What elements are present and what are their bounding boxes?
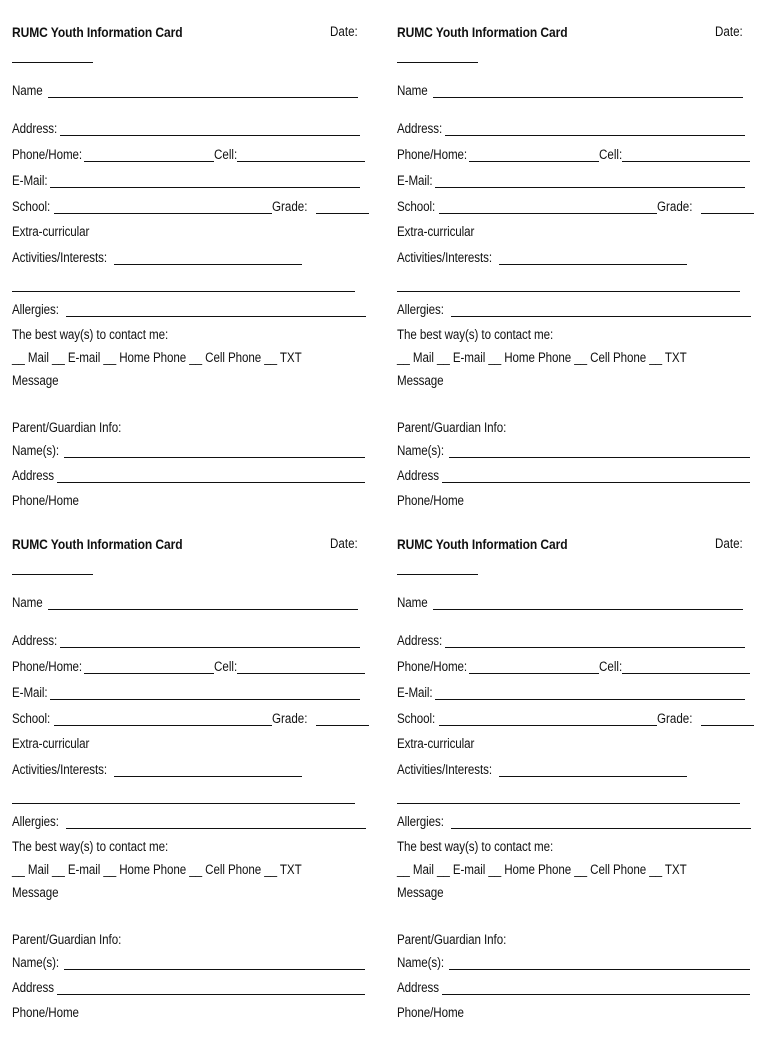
parent-names-label: Name(s): [397,443,445,458]
phone-home-label: Phone/Home: [397,659,468,674]
parent-phone-label: Phone/Home [12,1005,79,1020]
email-label: E-Mail: [397,173,433,188]
contact-options[interactable]: __ Mail __ E-mail __ Home Phone __ Cell Phone __ TXT [12,350,302,365]
phone-home-label: Phone/Home: [12,659,83,674]
address-label: Address: [12,121,58,136]
parent-phone-label: Phone/Home [397,493,464,508]
activities-field[interactable] [114,264,302,265]
name-label: Name [12,83,43,98]
contact-label: The best way(s) to contact me: [397,839,554,854]
allergies-label: Allergies: [397,302,444,317]
date-field[interactable] [12,62,93,63]
card-title: RUMC Youth Information Card [12,536,183,552]
email-field[interactable] [435,699,745,700]
grade-label: Grade: [272,711,308,726]
info-card [12,534,372,1042]
school-field[interactable] [54,725,272,726]
parent-address-label: Address [12,468,54,483]
parent-names-label: Name(s): [12,955,60,970]
allergies-field[interactable] [451,828,751,829]
address-field[interactable] [445,647,745,648]
address-field[interactable] [445,135,745,136]
extra-curricular-label: Extra-curricular [12,224,90,239]
email-label: E-Mail: [397,685,433,700]
school-field[interactable] [54,213,272,214]
allergies-label: Allergies: [397,814,444,829]
card-title: RUMC Youth Information Card [397,24,568,40]
activities-field[interactable] [499,776,687,777]
parent-phone-label: Phone/Home [397,1005,464,1020]
phone-home-label: Phone/Home: [12,147,83,162]
activities-label: Activities/Interests: [397,250,492,265]
phone-home-field[interactable] [469,673,599,674]
date-label: Date: [715,24,743,39]
email-field[interactable] [50,699,360,700]
date-label: Date: [330,24,358,39]
parent-address-label: Address [397,980,439,995]
name-label: Name [12,595,43,610]
cell-field[interactable] [622,161,750,162]
extra-curricular-label: Extra-curricular [397,736,475,751]
parent-info-label: Parent/Guardian Info: [397,420,507,435]
parent-info-label: Parent/Guardian Info: [12,420,122,435]
parent-address-field[interactable] [57,994,365,995]
message-label: Message [397,373,444,388]
allergies-field[interactable] [66,316,366,317]
cell-field[interactable] [237,673,365,674]
email-field[interactable] [435,187,745,188]
address-label: Address: [397,633,443,648]
school-label: School: [397,199,436,214]
activities-field-continued[interactable] [12,291,355,292]
date-label: Date: [715,536,743,551]
name-field[interactable] [433,609,743,610]
card-title: RUMC Youth Information Card [397,536,568,552]
allergies-label: Allergies: [12,814,59,829]
name-label: Name [397,595,428,610]
activities-field[interactable] [114,776,302,777]
activities-label: Activities/Interests: [12,250,107,265]
cell-label: Cell: [599,147,623,162]
email-label: E-Mail: [12,685,48,700]
contact-options[interactable]: __ Mail __ E-mail __ Home Phone __ Cell Phone __ TXT [397,862,687,877]
activities-field-continued[interactable] [12,803,355,804]
phone-home-label: Phone/Home: [397,147,468,162]
parent-names-field[interactable] [64,969,365,970]
extra-curricular-label: Extra-curricular [12,736,90,751]
allergies-label: Allergies: [12,302,59,317]
parent-names-field[interactable] [449,969,750,970]
parent-names-label: Name(s): [397,955,445,970]
cell-field[interactable] [622,673,750,674]
info-card [397,22,757,530]
name-field[interactable] [48,609,358,610]
parent-names-field[interactable] [449,457,750,458]
activities-field-continued[interactable] [397,803,740,804]
activities-field-continued[interactable] [397,291,740,292]
activities-label: Activities/Interests: [397,762,492,777]
date-label: Date: [330,536,358,551]
email-label: E-Mail: [12,173,48,188]
phone-home-field[interactable] [469,161,599,162]
address-field[interactable] [60,647,360,648]
school-label: School: [12,199,51,214]
info-card [12,22,372,530]
parent-address-label: Address [12,980,54,995]
address-label: Address: [12,633,58,648]
date-field[interactable] [12,574,93,575]
activities-label: Activities/Interests: [12,762,107,777]
message-label: Message [12,885,59,900]
grade-field[interactable] [316,725,369,726]
parent-address-field[interactable] [442,482,750,483]
info-card [397,534,757,1042]
message-label: Message [12,373,59,388]
card-title: RUMC Youth Information Card [12,24,183,40]
address-label: Address: [397,121,443,136]
cell-label: Cell: [214,659,238,674]
cell-label: Cell: [599,659,623,674]
contact-options[interactable]: __ Mail __ E-mail __ Home Phone __ Cell Phone __ TXT [397,350,687,365]
email-field[interactable] [50,187,360,188]
school-field[interactable] [439,725,657,726]
grade-field[interactable] [701,725,754,726]
grade-label: Grade: [657,711,693,726]
parent-names-label: Name(s): [12,443,60,458]
message-label: Message [397,885,444,900]
contact-label: The best way(s) to contact me: [397,327,554,342]
date-field[interactable] [397,62,478,63]
parent-info-label: Parent/Guardian Info: [12,932,122,947]
parent-phone-label: Phone/Home [12,493,79,508]
name-label: Name [397,83,428,98]
activities-field[interactable] [499,264,687,265]
contact-options[interactable]: __ Mail __ E-mail __ Home Phone __ Cell Phone __ TXT [12,862,302,877]
extra-curricular-label: Extra-curricular [397,224,475,239]
grade-label: Grade: [657,199,693,214]
parent-address-field[interactable] [442,994,750,995]
grade-field[interactable] [316,213,369,214]
date-field[interactable] [397,574,478,575]
school-field[interactable] [439,213,657,214]
cell-field[interactable] [237,161,365,162]
cell-label: Cell: [214,147,238,162]
parent-info-label: Parent/Guardian Info: [397,932,507,947]
phone-home-field[interactable] [84,673,214,674]
parent-address-field[interactable] [57,482,365,483]
allergies-field[interactable] [451,316,751,317]
name-field[interactable] [48,97,358,98]
school-label: School: [12,711,51,726]
contact-label: The best way(s) to contact me: [12,839,169,854]
school-label: School: [397,711,436,726]
allergies-field[interactable] [66,828,366,829]
phone-home-field[interactable] [84,161,214,162]
parent-names-field[interactable] [64,457,365,458]
grade-label: Grade: [272,199,308,214]
parent-address-label: Address [397,468,439,483]
address-field[interactable] [60,135,360,136]
grade-field[interactable] [701,213,754,214]
name-field[interactable] [433,97,743,98]
contact-label: The best way(s) to contact me: [12,327,169,342]
